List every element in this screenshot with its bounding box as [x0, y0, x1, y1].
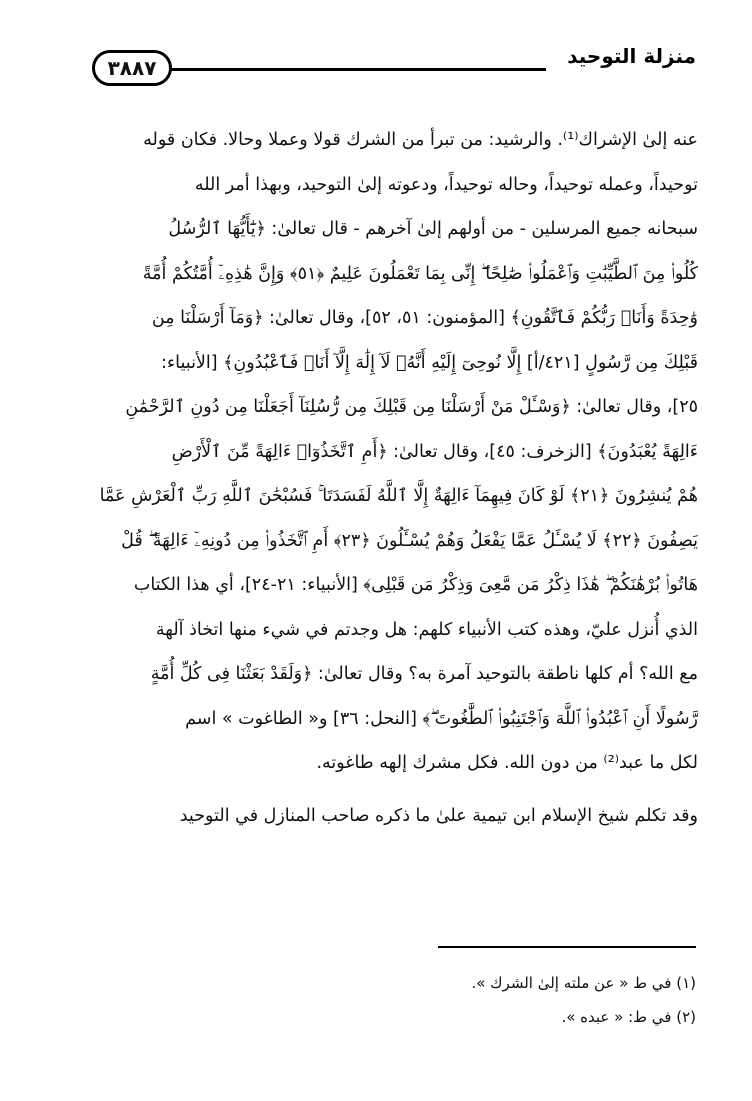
text-line: هُمْ يُنشِرُونَ ﴿٢١﴾ لَوْ كَانَ فِيهِمَآ ءَالِهَةٌ إِلَّا ٱللَّهُ لَفَسَدَتَا ۚ فَسُبْحَٰنَ ٱللَّهِ رَبِّ ٱلْعَرْشِ عَمَّا — [99, 486, 698, 506]
main-text — [84, 118, 698, 838]
paragraph-start-line: وقد تكلم شيخ الإسلام ابن تيمية علىٰ ما ذكره صاحب المنازل في التوحيد — [179, 805, 698, 826]
text-line: يَصِفُونَ ﴿٢٢﴾ لَا يُسْـَٔلُ عَمَّا يَفْعَلُ وَهُمْ يُسْـَٔلُونَ ﴿٢٣﴾ أَمِ ٱتَّخَذُوا۟ مِن دُونِهِۦٓ ءَالِهَةً ۖ قُلْ — [121, 530, 698, 551]
footnote-2: (٢) في ط: « عبده ». — [561, 1008, 696, 1026]
text-line: لكل ما عبد⁽²⁾ من دون الله. فكل مشرك إلهه طاغوته. — [316, 753, 698, 773]
text-line: مع الله؟ أم كلها ناطقة بالتوحيد آمرة به؟ وقال تعالىٰ: ﴿وَلَقَدْ بَعَثْنَا فِى كُلِّ أُمَّةٍ — [150, 664, 698, 684]
running-header-title: منزلة التوحيد — [567, 44, 696, 68]
text-line: هَاتُوا۟ بُرْهَٰنَكُمْ ۖ هَٰذَا ذِكْرُ مَن مَّعِىَ وَذِكْرُ مَن قَبْلِى﴾ [الأنبياء: ٢١-٢٤]، أي هذا الكتاب — [133, 575, 698, 595]
header-rule — [168, 68, 546, 71]
text-line: كُلُوا۟ مِنَ ٱلطَّيِّبَٰتِ وَٱعْمَلُوا۟ صَٰلِحًا ۖ إِنِّى بِمَا تَعْمَلُونَ عَلِيمٌ ﴿٥١﴾ وَإِنَّ هَٰذِهِۦٓ أُمَّتُكُمْ أُمَّةً — [142, 263, 698, 284]
text-line: ءَالِهَةً يُعْبَدُونَ﴾ [الزخرف: ٤٥]، وقال تعالىٰ: ﴿أَمِ ٱتَّخَذُوٓا۟ ءَالِهَةً مِّنَ ٱلْأَرْضِ — [171, 441, 698, 462]
text-line: ٢٥]، وقال تعالىٰ: ﴿وَسْـَٔلْ مَنْ أَرْسَلْنَا مِن قَبْلِكَ مِن رُّسُلِنَآ أَجَعَلْنَا مِن دُونِ ٱلرَّحْمَٰنِ — [125, 397, 698, 417]
footnote-1: (١) في ط « عن ملته إلىٰ الشرك ». — [471, 974, 696, 992]
text-line: الذي أُنزل عليّ، وهذه كتب الأنبياء كلهم: هل وجدتم في شيء منها اتخاذ آلهة — [155, 619, 698, 640]
text-line: رَّسُولًا أَنِ ٱعْبُدُوا۟ ٱللَّهَ وَٱجْتَنِبُوا۟ ٱلطَّٰغُوتَ ۖ﴾ [النحل: ٣٦] و« الطاغوت » اسم — [185, 708, 698, 729]
text-line: قَبْلِكَ مِن رَّسُولٍ [٤٢١/أ] إِلَّا نُوحِىٓ إِلَيْهِ أَنَّهُۥ لَآ إِلَٰهَ إِلَّآ أَنَا۠ فَٱعْبُدُونِ﴾ [الأنبياء: — [161, 352, 698, 373]
page-number: ٣٨٨٧ — [92, 50, 172, 86]
text-line: وَٰحِدَةً وَأَنَا۠ رَبُّكُمْ فَٱتَّقُونِ﴾ [المؤمنون: ٥١، ٥٢]، وقال تعالىٰ: ﴿وَمَآ أَرْسَلْنَا مِن — [151, 308, 698, 328]
footnotes — [296, 966, 696, 1034]
text-line: توحيداً، وعمله توحيداً، وحاله توحيداً، ودعوته إلىٰ التوحيد، وبهذا أمر الله — [194, 174, 698, 195]
text-line: سبحانه جميع المرسلين - من أولهم إلىٰ آخرهم - قال تعالىٰ: ﴿يَٰٓأَيُّهَا ٱلرُّسُلُ — [168, 219, 698, 239]
page-header — [92, 34, 696, 82]
text-line: عنه إلىٰ الإشراك⁽¹⁾. والرشيد: من تبرأ من الشرك قولا وعملا وحالا. فكان قوله — [143, 130, 698, 150]
footnote-separator — [438, 946, 696, 948]
